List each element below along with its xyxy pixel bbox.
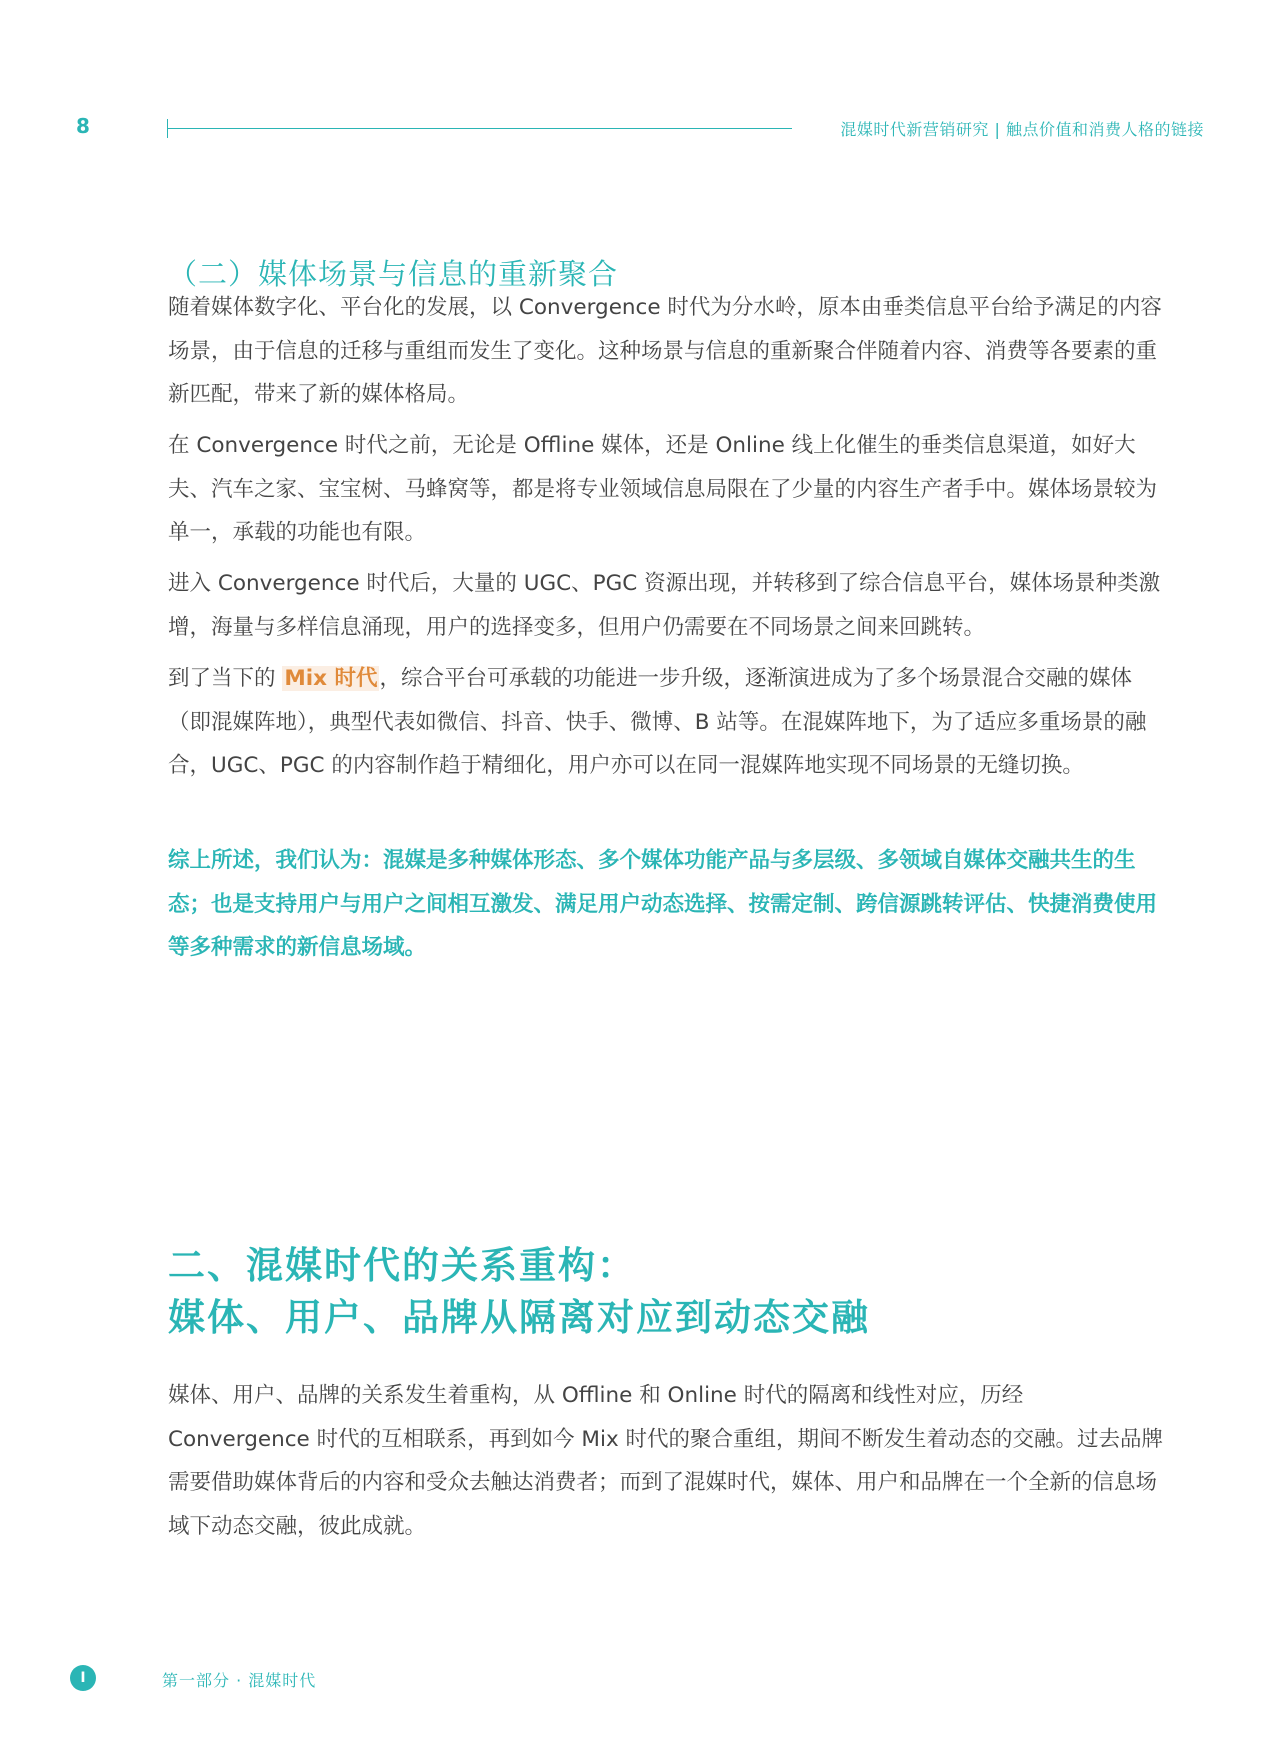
section-title-line-2: 媒体、用户、品牌从隔离对应到动态交融	[168, 1296, 870, 1339]
running-title: 混媒时代新营销研究 | 触点价值和消费人格的链接	[840, 120, 1204, 139]
header-rule	[167, 128, 792, 129]
paragraph-2: 在 Convergence 时代之前，无论是 Offline 媒体，还是 Online 线上化催生的垂类信息渠道，如好大夫、汽车之家、宝宝树、马蜂窝等，都是将专业领域信息局限在了少量的内容生产者手中。媒体场景较为单一，承载的功能也有限。	[168, 433, 1158, 545]
section-title	[168, 1240, 870, 1344]
section-paragraph-1: 媒体、用户、品牌的关系发生着重构，从 Offline 和 Online 时代的隔离和线性对应，历经 Convergence 时代的互相联系，再到如今 Mix 时代的聚合重组，期间不断发生着动态的交融。过去品牌需要借助媒体背后的内容和受众去触达消费者；而到了混媒时代，媒体、用户和品牌在一个全新的信息场域下动态交融，彼此成就。	[168, 1383, 1164, 1539]
paragraph-4-prefix: 到了当下的	[168, 666, 283, 691]
summary-paragraph: 综上所述，我们认为：混媒是多种媒体形态、多个媒体功能产品与多层级、多领域自媒体交融共生的生态；也是支持用户与用户之间相互激发、满足用户动态选择、按需定制、跨信源跳转评估、快捷消费使用等多种需求的新信息场域。	[168, 848, 1158, 960]
paragraph-4-rest: ，综合平台可承载的功能进一步升级，逐渐演进成为了多个场景混合交融的媒体（即混媒阵地），典型代表如微信、抖音、快手、微博、B 站等。在混媒阵地下，为了适应多重场景的融合，UGC、PGC 的内容制作趋于精细化，用户亦可以在同一混媒阵地实现不同场景的无缝切换。	[168, 666, 1147, 778]
part-badge: I	[70, 1665, 96, 1691]
paragraph-4	[168, 657, 1168, 788]
paragraph-3: 进入 Convergence 时代后，大量的 UGC、PGC 资源出现，并转移到了综合信息平台，媒体场景种类激增，海量与多样信息涌现，用户的选择变多，但用户仍需要在不同场景之间来回跳转。	[168, 571, 1161, 640]
paragraph-1: 随着媒体数字化、平台化的发展，以 Convergence 时代为分水岭，原本由垂类信息平台给予满足的内容场景，由于信息的迁移与重组而发生了变化。这种场景与信息的重新聚合伴随着内容、消费等各要素的重新匹配，带来了新的媒体格局。	[168, 295, 1162, 407]
subsection-title: （二）媒体场景与信息的重新聚合	[168, 257, 619, 291]
mix-era-highlight: Mix 时代	[284, 666, 378, 691]
footer-part-label: 第一部分 · 混媒时代	[162, 1671, 317, 1690]
section-title-line-1: 二、混媒时代的关系重构：	[168, 1244, 636, 1287]
page-number: 8	[76, 114, 90, 138]
